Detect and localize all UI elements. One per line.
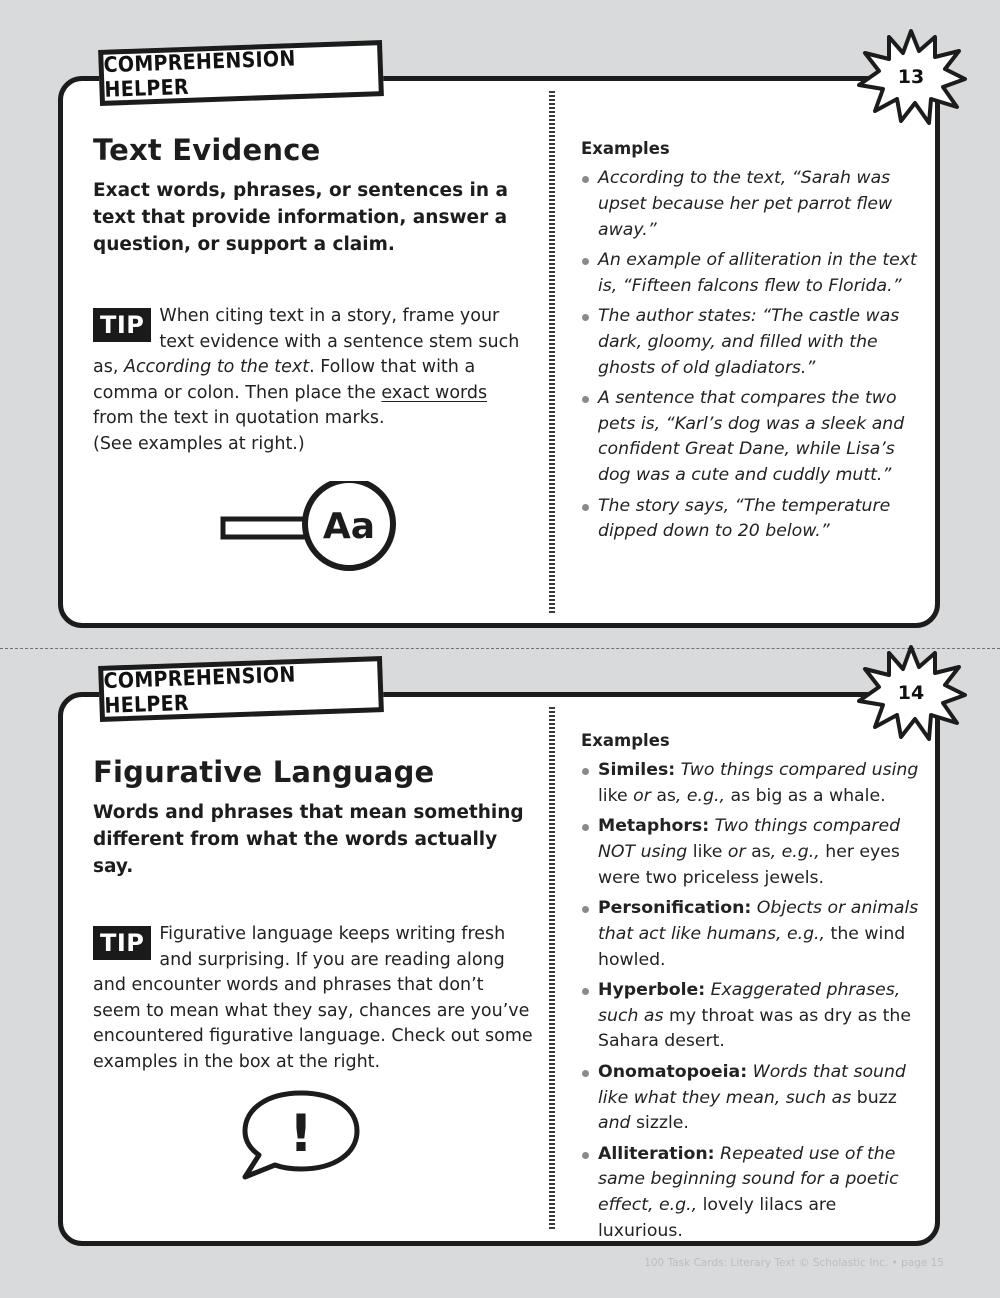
example-text: or bbox=[627, 785, 657, 806]
tip-text-part: . Follow that with a comma or colon. Then place the bbox=[93, 357, 476, 403]
example-text: sizzle. bbox=[630, 1113, 689, 1134]
example-term: Metaphors: bbox=[598, 816, 710, 837]
page-footer: 100 Task Cards: Literary Text © Scholastic Inc. • page 15 bbox=[644, 1257, 944, 1269]
column-divider bbox=[549, 707, 555, 1231]
example-item: The story says, “The temperature dipped down to 20 below.” bbox=[581, 494, 926, 546]
task-card-13 bbox=[58, 46, 940, 628]
magnifying-glass-icon bbox=[219, 481, 399, 585]
card-title: Text Evidence bbox=[93, 133, 321, 167]
example-text: lovely lilacs are luxurious. bbox=[598, 1195, 837, 1242]
example-text: the wind howled. bbox=[598, 923, 906, 970]
example-item bbox=[581, 896, 926, 973]
example-term: Similes: bbox=[598, 760, 676, 780]
tip-badge: TIP bbox=[93, 926, 151, 960]
example-text: Two things compared NOT using bbox=[598, 816, 901, 862]
tip-text-part: from the text in quotation marks. bbox=[93, 408, 385, 429]
example-text: like bbox=[598, 785, 628, 806]
example-item: The author states: “The castle was dark, gloomy, and filled with the ghosts of old gladiators.” bbox=[581, 304, 926, 381]
card-left-column bbox=[93, 133, 533, 458]
example-item bbox=[581, 758, 926, 810]
example-text: Two things compared using bbox=[675, 760, 919, 780]
example-text: my throat was as dry as the Sahara desert. bbox=[598, 1005, 911, 1052]
card-number: 13 bbox=[897, 66, 925, 88]
card-label-box bbox=[98, 40, 384, 106]
tip-text-italic: According to the text bbox=[123, 357, 310, 378]
tip-text-underlined: exact words bbox=[381, 382, 488, 403]
card-label: COMPREHENSION HELPER bbox=[103, 46, 296, 103]
tip-text bbox=[93, 304, 533, 458]
example-item bbox=[581, 978, 926, 1055]
examples-list bbox=[581, 166, 926, 545]
example-item bbox=[581, 1060, 926, 1137]
examples-list bbox=[581, 758, 926, 1245]
tip-badge: TIP bbox=[93, 308, 151, 342]
speech-bubble-exclamation-icon bbox=[239, 1087, 363, 1187]
example-term: Onomatopoeia: bbox=[598, 1061, 748, 1082]
tip-block bbox=[93, 304, 533, 458]
example-text: and bbox=[598, 1113, 631, 1134]
magnifier-text: Aa bbox=[322, 506, 376, 547]
example-text: Exaggerated phrases, such as bbox=[598, 979, 901, 1026]
example-text: her eyes were two priceless jewels. bbox=[598, 841, 900, 888]
card-definition: Exact words, phrases, or sentences in a text that provide information, answer a question, or support a claim. bbox=[93, 180, 508, 255]
exclamation-text: ! bbox=[289, 1104, 313, 1164]
example-text: as bbox=[751, 841, 771, 862]
example-text: as bbox=[656, 785, 676, 806]
card-left-column bbox=[93, 755, 533, 1076]
task-card-14 bbox=[58, 662, 940, 1246]
example-item: According to the text, “Sarah was upset because her pet parrot flew away.” bbox=[581, 166, 926, 243]
example-text: , e.g., bbox=[770, 841, 820, 862]
cut-line bbox=[0, 648, 1000, 649]
example-text: Words that sound like what they mean, such as bbox=[598, 1061, 906, 1108]
card-definition: Words and phrases that mean something different from what the words actually say. bbox=[93, 802, 524, 877]
card-number-burst bbox=[853, 643, 969, 743]
example-text: like bbox=[692, 841, 723, 862]
card-label-box bbox=[98, 656, 384, 722]
example-text: Objects or animals that act like humans, e.g., bbox=[598, 897, 919, 944]
examples-column bbox=[581, 731, 926, 1249]
example-text: , e.g., bbox=[675, 785, 725, 806]
example-text: as big as a whale. bbox=[724, 785, 886, 806]
tip-text: Figurative language keeps writing fresh and surprising. If you are reading along and encounter words and phrases that don’t seem to mean what they say, chances are you’ve encountered figurative language. Check out some examples in the box at the right. bbox=[93, 924, 533, 1072]
example-item: An example of alliteration in the text is, “Fifteen falcons flew to Florida.” bbox=[581, 248, 926, 300]
card-number-burst bbox=[853, 27, 969, 127]
tip-block bbox=[93, 922, 533, 1076]
example-term: Personification: bbox=[598, 897, 752, 918]
example-text: Repeated use of the same beginning sound for a poetic effect, e.g., bbox=[598, 1143, 899, 1216]
example-text: buzz bbox=[851, 1087, 897, 1108]
example-text: or bbox=[722, 841, 752, 862]
example-term: Hyperbole: bbox=[598, 979, 706, 1000]
examples-heading: Examples bbox=[581, 731, 670, 750]
card-number: 14 bbox=[897, 682, 925, 704]
example-item bbox=[581, 814, 926, 891]
column-divider bbox=[549, 91, 555, 613]
examples-heading: Examples bbox=[581, 139, 670, 158]
card-title: Figurative Language bbox=[93, 755, 435, 789]
tip-text-part: When citing text in a story, frame your text evidence with a sentence stem such as, bbox=[93, 306, 520, 378]
example-term: Alliteration: bbox=[598, 1143, 715, 1164]
card-label: COMPREHENSION HELPER bbox=[103, 662, 296, 719]
example-item bbox=[581, 1142, 926, 1245]
examples-column bbox=[581, 139, 926, 550]
tip-text-part: (See examples at right.) bbox=[93, 433, 305, 454]
example-item: A sentence that compares the two pets is, “Karl’s dog was a sleek and confident Great Dane, while Lisa’s dog was a cute and cuddly mutt.” bbox=[581, 386, 926, 489]
